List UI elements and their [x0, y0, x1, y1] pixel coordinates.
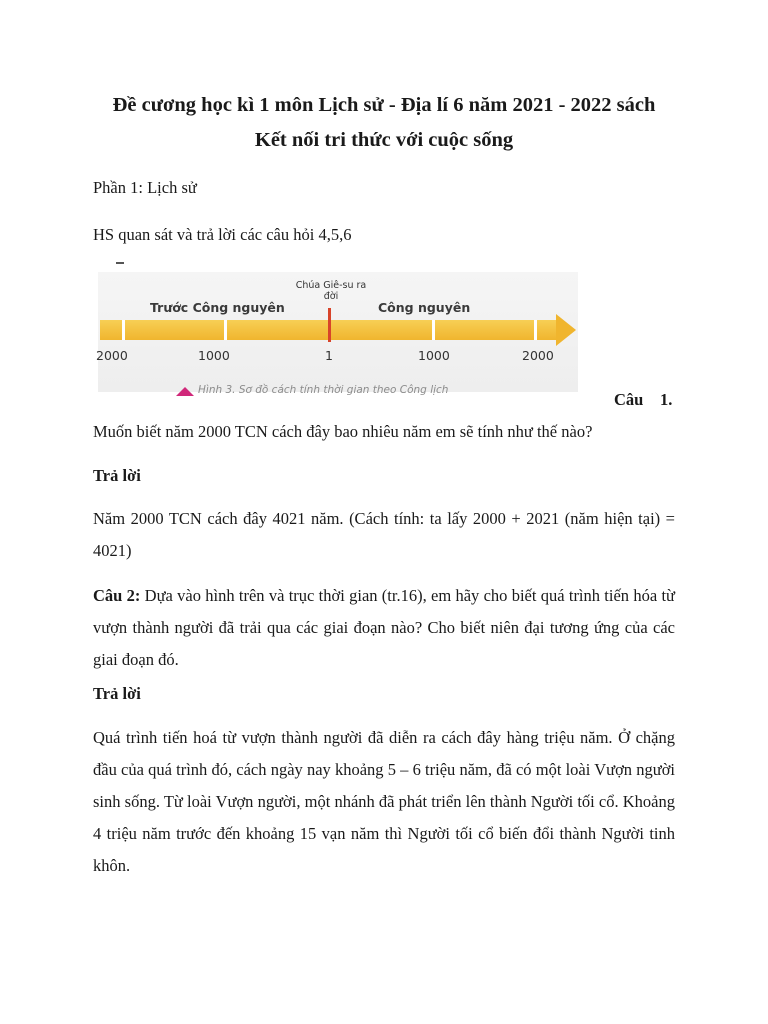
question-2-label: Câu 2:	[93, 586, 141, 605]
document-title-line-2: Kết nối tri thức với cuộc sống	[254, 129, 514, 151]
answer-1-text: Năm 2000 TCN cách đây 4021 năm. (Cách tính: ta lấy 2000 + 2021 (năm hiện tại) = 4021)	[93, 509, 675, 560]
timeline-tick-label: 1000	[418, 348, 450, 363]
birth-of-jesus-label: Chúa Giê-su ra đời	[295, 280, 367, 302]
timeline-tick-label: 2000	[96, 348, 128, 363]
timeline-segment-divider	[432, 320, 435, 340]
timeline-corner-mark	[116, 262, 124, 264]
instruction-text: HS quan sát và trả lời các câu hỏi 4,5,6	[93, 225, 352, 244]
question-2-text: Dựa vào hình trên và trục thời gian (tr.16), em hãy cho biết quá trình tiến hóa từ vượn thành người đã trải qua các giai đoạn nào? Cho biết niên đại tương ứng của các giai đoạn đó.	[93, 586, 675, 669]
timeline-figure	[92, 262, 584, 404]
answer-2-text: Quá trình tiến hoá từ vượn thành người đã diễn ra cách đây hàng triệu năm. Ở chặng đầu của quá trình đó, cách ngày nay khoảng 5 – 6 triệu năm, đã có một loài Vượn người sinh sống. Từ loài Vượn người, một nhánh đã phát triển lên thành Người tối cổ. Khoảng 4 triệu năm trước đến khoảng 15 vạn năm thì Người tối cổ biến đổi thành Người tinh khôn.	[93, 728, 675, 875]
caption-triangle-icon	[176, 387, 194, 396]
answer-1-heading: Trả lời	[93, 466, 141, 485]
question-2	[93, 580, 675, 676]
era-after-label: Công nguyên	[378, 300, 471, 315]
timeline-segment-divider	[122, 320, 125, 340]
timeline-segment-divider	[224, 320, 227, 340]
question-1-label: Câu	[614, 390, 644, 409]
timeline-arrow-head	[556, 314, 576, 346]
question-1-number: 1.	[660, 390, 673, 409]
timeline-segment-divider	[534, 320, 537, 340]
timeline-year-one-marker	[328, 308, 331, 342]
timeline-tick-label: 1000	[198, 348, 230, 363]
timeline-caption: Hình 3. Sơ đồ cách tính thời gian theo Công lịch	[198, 384, 449, 396]
timeline-tick-label: 2000	[522, 348, 554, 363]
answer-2-heading: Trả lời	[93, 684, 141, 703]
question-1-text: Muốn biết năm 2000 TCN cách đây bao nhiêu năm em sẽ tính như thế nào?	[93, 422, 593, 441]
era-before-label: Trước Công nguyên	[150, 300, 285, 315]
section-heading: Phần 1: Lịch sử	[93, 178, 197, 197]
document-title-line-1: Đề cương học kì 1 môn Lịch sử - Địa lí 6 năm 2021 - 2022 sách	[112, 94, 656, 116]
timeline-tick-label: 1	[325, 348, 333, 363]
